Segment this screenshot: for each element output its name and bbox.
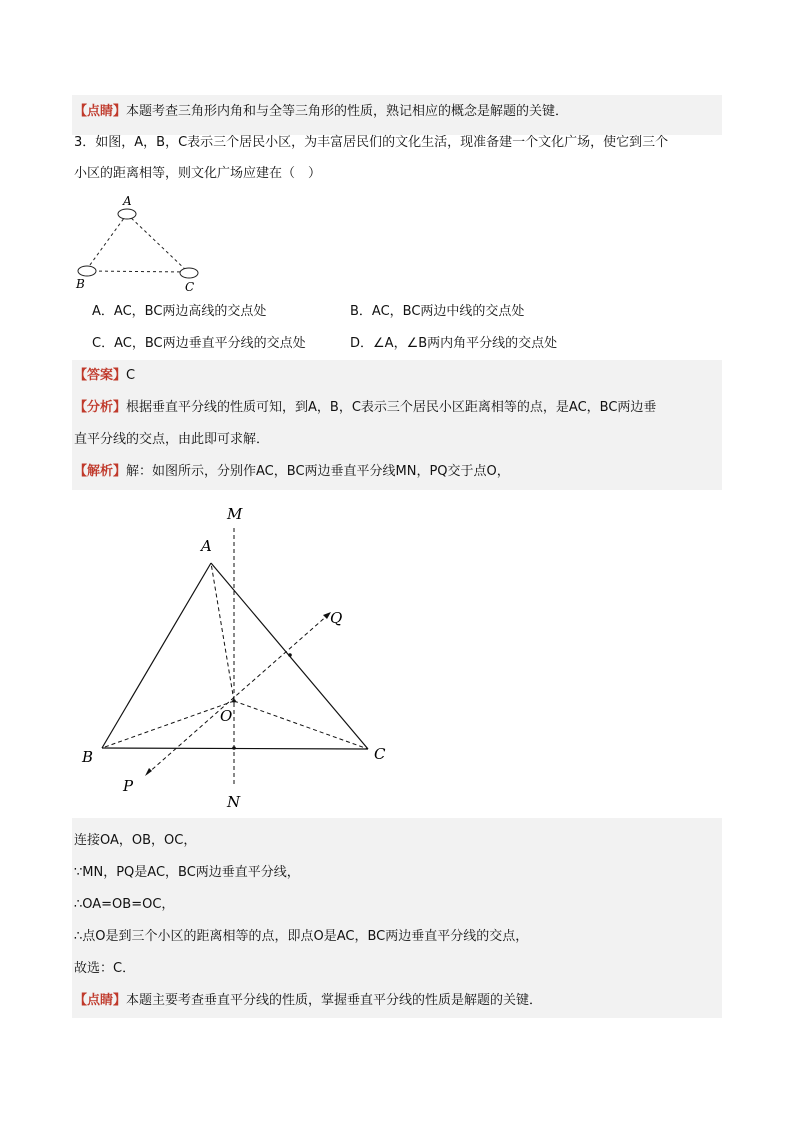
answer bbox=[74, 367, 135, 385]
step-1: 连接OA，OB，OC， bbox=[74, 833, 197, 848]
solution-tag: 【解析】 bbox=[74, 464, 127, 479]
label-p: P bbox=[123, 777, 134, 795]
analysis-text: 根据垂直平分线的性质可知，到A，B，C表示三个居民小区距离相等的点，是AC，BC两边垂 bbox=[126, 400, 657, 415]
solution-text: 解：如图所示，分别作AC，BC两边垂直平分线MN，PQ交于点O， bbox=[126, 464, 510, 479]
midpoint-ac bbox=[288, 653, 292, 657]
community-c bbox=[180, 268, 198, 278]
prev-comment bbox=[74, 103, 568, 121]
step-5: 故选：C． bbox=[74, 961, 136, 976]
comment-text: 本题主要考查垂直平分线的性质，掌握垂直平分线的性质是解题的关键． bbox=[126, 993, 543, 1008]
answer-value: C bbox=[126, 368, 136, 383]
label-n: N bbox=[227, 793, 241, 811]
figure-perpendicular-bisectors bbox=[72, 496, 406, 816]
comment bbox=[74, 992, 542, 1010]
label-o: O bbox=[220, 707, 233, 725]
label-a: A bbox=[123, 194, 132, 208]
label-m: M bbox=[227, 505, 243, 523]
question-line-1 bbox=[74, 134, 668, 152]
label-a: A bbox=[201, 537, 212, 555]
community-b bbox=[78, 266, 96, 276]
analysis-text-continued: 直平分线的交点，由此即可求解． bbox=[74, 432, 270, 447]
point-o bbox=[232, 699, 236, 703]
midpoint-bc bbox=[232, 746, 236, 750]
comment-text: 本题考查三角形内角和与全等三角形的性质，熟记相应的概念是解题的关键． bbox=[126, 104, 569, 119]
comment-tag: 【点睛】 bbox=[74, 993, 127, 1008]
label-b: B bbox=[82, 748, 94, 766]
comment-tag: 【点睛】 bbox=[74, 104, 127, 119]
analysis-line-2 bbox=[74, 431, 269, 449]
option-b[interactable]: B．AC，BC两边中线的交点处 bbox=[350, 304, 525, 319]
question-number: 3．如图， bbox=[74, 135, 135, 150]
label-b: B bbox=[76, 277, 85, 291]
option-a[interactable]: A．AC，BC两边高线的交点处 bbox=[92, 304, 267, 319]
analysis-line-1 bbox=[74, 399, 656, 417]
question-line-2 bbox=[74, 165, 321, 183]
step-2: ∵MN，PQ是AC，BC两边垂直平分线， bbox=[74, 865, 300, 880]
question-text-continued: 小区的距离相等，则文化广场应建在（ ） bbox=[74, 166, 322, 181]
analysis-tag: 【分析】 bbox=[74, 400, 127, 415]
label-q: Q bbox=[330, 609, 343, 627]
step-3: ∴OA=OB=OC， bbox=[74, 897, 175, 912]
label-c: C bbox=[185, 280, 195, 294]
option-c[interactable]: C．AC，BC两边垂直平分线的交点处 bbox=[92, 336, 306, 351]
solution-line bbox=[74, 463, 510, 481]
option-d[interactable]: D．∠A，∠B两内角平分线的交点处 bbox=[350, 336, 558, 351]
question-text: A，B，C表示三个居民小区，为丰富居民们的文化生活，现准备建一个文化广场，使它到三个 bbox=[134, 135, 669, 150]
step-4: ∴点O是到三个小区的距离相等的点，即点O是AC，BC两边垂直平分线的交点， bbox=[74, 929, 529, 944]
community-a bbox=[118, 209, 136, 219]
figure-residential-triangle bbox=[72, 192, 212, 294]
answer-tag: 【答案】 bbox=[74, 368, 127, 383]
label-c: C bbox=[374, 745, 386, 763]
